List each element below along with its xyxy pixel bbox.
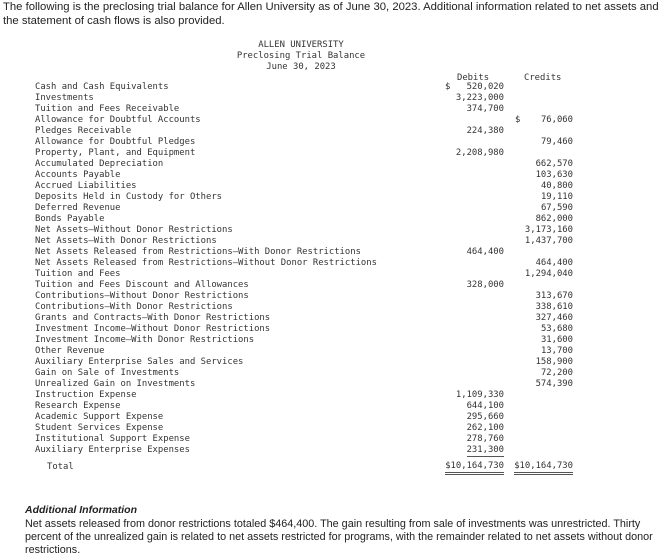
table-row <box>31 225 581 236</box>
account-name: Tuition and Fees Discount and Allowances <box>35 280 249 290</box>
table-row <box>31 346 581 357</box>
additional-info-text: Net assets released from donor restrictions totaled $464,400. The gain resulting from sale of investments was unrestricted. Thirty percent of the unrealized gain is related to net assets restricted for programs, with the remainder related to net assets without donor restrictions. <box>25 518 653 556</box>
debit-amount: 295,660 <box>466 412 504 422</box>
table-row <box>31 401 581 412</box>
credit-currency-sign: $ <box>515 115 521 125</box>
account-name: Deferred Revenue <box>35 203 121 213</box>
account-name: Gain on Sale of Investments <box>35 368 180 378</box>
debit-amount: 374,700 <box>466 104 504 114</box>
credit-amount: 3,173,160 <box>524 225 573 235</box>
statement-title: Preclosing Trial Balance <box>236 51 366 61</box>
credit-amount: 53,680 <box>540 324 573 334</box>
debit-amount: 328,000 <box>466 280 504 290</box>
trial-balance-rows <box>31 82 581 456</box>
intro-text: The following is the preclosing trial balance for Allen University as of June 30, 2023. Additional information related to net assets and the statement of cash flows is also provided. <box>3 1 659 27</box>
credit-amount: 67,590 <box>540 203 573 213</box>
debit-amount: 231,300 <box>466 445 504 455</box>
table-row <box>31 258 581 269</box>
account-name: Accumulated Depreciation <box>35 159 164 169</box>
debit-amount: 278,760 <box>466 434 504 444</box>
account-name: Investment Income—Without Donor Restrictions <box>35 324 271 334</box>
credit-amount: 103,630 <box>535 170 573 180</box>
account-name: Cash and Cash Equivalents <box>35 82 169 92</box>
credit-amount: 19,110 <box>540 192 573 202</box>
table-row <box>31 313 581 324</box>
table-row <box>31 247 581 258</box>
account-name: Net Assets Released from Restrictions—With Donor Restrictions <box>35 247 361 257</box>
account-name: Research Expense <box>35 401 121 411</box>
total-credit: $10,164,730 <box>514 460 573 475</box>
table-row <box>31 236 581 247</box>
table-row <box>31 269 581 280</box>
account-name: Accounts Payable <box>35 170 121 180</box>
account-name: Net Assets—With Donor Restrictions <box>35 236 217 246</box>
credits-header: Credits <box>524 73 562 83</box>
debit-amount: 2,208,980 <box>455 148 504 158</box>
table-row <box>31 181 581 192</box>
account-name: Bonds Payable <box>35 214 105 224</box>
account-name: Tuition and Fees Receivable <box>35 104 180 114</box>
account-name: Allowance for Doubtful Pledges <box>35 137 196 147</box>
account-name: Academic Support Expense <box>35 412 164 422</box>
debit-currency-sign: $ <box>445 82 451 92</box>
trial-balance-table <box>31 36 581 482</box>
table-row <box>31 280 581 291</box>
table-row <box>31 82 581 93</box>
account-name: Contributions—Without Donor Restrictions <box>35 291 249 301</box>
table-row <box>31 126 581 137</box>
table-row <box>31 170 581 181</box>
statement-date: June 30, 2023 <box>266 62 336 72</box>
debit-amount: 224,380 <box>466 126 504 136</box>
account-name: Contributions—With Donor Restrictions <box>35 302 233 312</box>
table-row <box>31 445 581 456</box>
table-row <box>31 291 581 302</box>
table-row <box>31 434 581 445</box>
account-name: Instruction Expense <box>35 390 137 400</box>
table-row <box>31 324 581 335</box>
account-name: Grants and Contracts—With Donor Restrictions <box>35 313 271 323</box>
table-row <box>31 335 581 346</box>
credit-amount: 72,200 <box>540 368 573 378</box>
table-row <box>31 302 581 313</box>
account-name: Auxiliary Enterprise Sales and Services <box>35 357 244 367</box>
table-row <box>31 423 581 434</box>
table-row <box>31 148 581 159</box>
table-row <box>31 214 581 225</box>
debit-amount: 644,100 <box>466 401 504 411</box>
table-row <box>31 192 581 203</box>
account-name: Institutional Support Expense <box>35 434 190 444</box>
credit-amount: 1,294,040 <box>524 269 573 279</box>
table-row <box>31 137 581 148</box>
debits-header: Debits <box>457 73 490 83</box>
table-row <box>31 368 581 379</box>
credit-amount: 338,610 <box>535 302 573 312</box>
debit-amount: 3,223,000 <box>455 93 504 103</box>
account-name: Student Services Expense <box>35 423 164 433</box>
credit-amount: 313,670 <box>535 291 573 301</box>
account-name: Auxiliary Enterprise Expenses <box>35 445 190 455</box>
debit-amount: 520,020 <box>466 82 504 92</box>
credit-amount: 158,900 <box>535 357 573 367</box>
account-name: Other Revenue <box>35 346 105 356</box>
credit-amount: 464,400 <box>535 258 573 268</box>
table-row <box>31 412 581 423</box>
debit-amount: 1,109,330 <box>455 390 504 400</box>
account-name: Deposits Held in Custody for Others <box>35 192 223 202</box>
table-row <box>31 104 581 115</box>
debit-amount: 262,100 <box>466 423 504 433</box>
table-row <box>31 379 581 390</box>
table-row <box>31 93 581 104</box>
account-name: Pledges Receivable <box>35 126 132 136</box>
account-name: Investment Income—With Donor Restrictions <box>35 335 255 345</box>
account-name: Investments <box>35 93 94 103</box>
entity-name: ALLEN UNIVERSITY <box>258 40 344 50</box>
credit-amount: 662,570 <box>535 159 573 169</box>
credit-amount: 327,460 <box>535 313 573 323</box>
credit-amount: 40,800 <box>540 181 573 191</box>
account-name: Property, Plant, and Equipment <box>35 148 196 158</box>
table-row <box>31 203 581 214</box>
account-name: Tuition and Fees <box>35 269 121 279</box>
credit-amount: 76,060 <box>540 115 573 125</box>
account-name: Unrealized Gain on Investments <box>35 379 196 389</box>
account-name: Net Assets—Without Donor Restrictions <box>35 225 233 235</box>
account-name: Net Assets Released from Restrictions—Without Donor Restrictions <box>35 258 377 268</box>
total-debit: $10,164,730 <box>445 460 504 475</box>
total-row <box>31 460 581 474</box>
credit-amount: 79,460 <box>540 137 573 147</box>
additional-info-title: Additional Information <box>25 504 137 516</box>
credit-amount: 574,390 <box>535 379 573 389</box>
credit-amount: 13,700 <box>540 346 573 356</box>
credit-amount: 31,600 <box>540 335 573 345</box>
credit-amount: 862,000 <box>535 214 573 224</box>
total-label: Total <box>47 462 74 472</box>
table-row <box>31 357 581 368</box>
table-row <box>31 159 581 170</box>
debit-amount: 464,400 <box>466 247 504 257</box>
table-row <box>31 115 581 126</box>
account-name: Allowance for Doubtful Accounts <box>35 115 201 125</box>
account-name: Accrued Liabilities <box>35 181 137 191</box>
credit-amount: 1,437,700 <box>524 236 573 246</box>
table-row <box>31 390 581 401</box>
